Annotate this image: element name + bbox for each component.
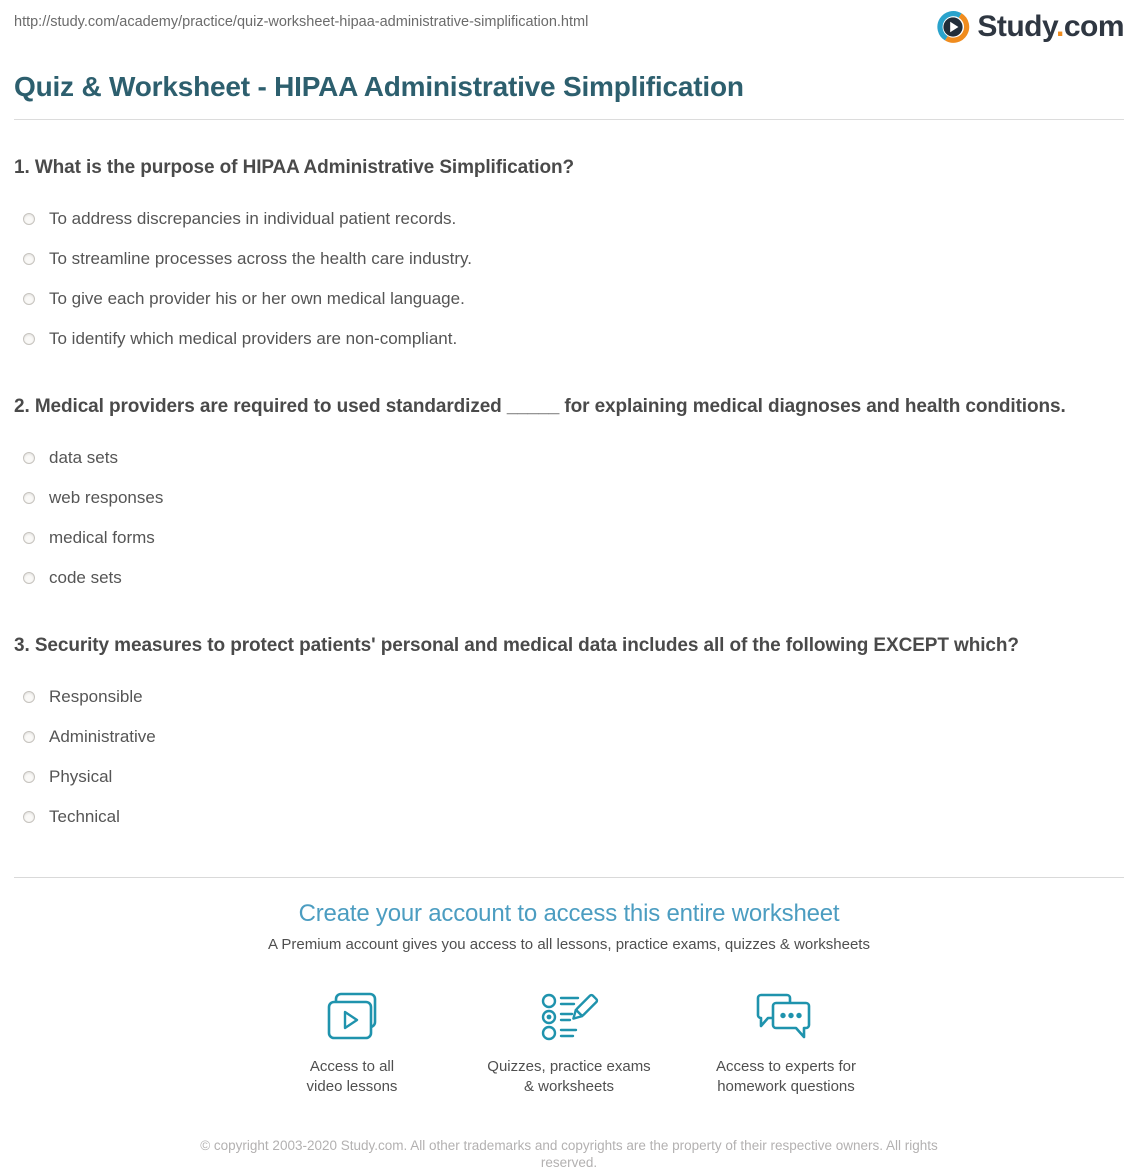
option-label: To give each provider his or her own medical language. xyxy=(49,289,465,308)
benefit-label: Access to experts for homework questions xyxy=(715,1058,857,1095)
studycom-logo-text: Study.com xyxy=(977,10,1124,43)
benefits-row xyxy=(14,989,1124,1097)
option-label: medical forms xyxy=(49,528,155,547)
question-2-options xyxy=(14,448,1124,588)
expert-chat-icon xyxy=(678,989,895,1045)
create-account-section xyxy=(14,900,1124,1097)
benefit-label: Quizzes, practice exams & worksheets xyxy=(487,1058,651,1095)
page-title: Quiz & Worksheet - HIPAA Administrative Simplification xyxy=(14,71,744,102)
benefit-quizzes-worksheets xyxy=(461,989,678,1097)
option-label: To streamline processes across the health care industry. xyxy=(49,249,472,268)
radio-button[interactable] xyxy=(23,293,35,305)
studycom-logo[interactable] xyxy=(936,10,1124,44)
question-2-option-4[interactable] xyxy=(14,568,1124,588)
option-label: Administrative xyxy=(49,727,156,746)
option-label: Responsible xyxy=(49,687,143,706)
quizzes-worksheets-icon xyxy=(461,989,678,1045)
page-url: http://study.com/academy/practice/quiz-worksheet-hipaa-administrative-simplification.html xyxy=(14,14,589,30)
question-2-text: 2. Medical providers are required to used standardized _____ for explaining medical diagnoses and health conditions. xyxy=(14,396,1066,417)
page-header xyxy=(0,0,1140,44)
question-3-option-2[interactable] xyxy=(14,727,1124,747)
question-1-option-2[interactable] xyxy=(14,249,1124,269)
benefit-video-lessons xyxy=(244,989,461,1097)
studycom-logo-icon xyxy=(936,10,970,44)
option-label: code sets xyxy=(49,568,122,587)
radio-button[interactable] xyxy=(23,333,35,345)
worksheet-content xyxy=(0,71,1140,1171)
question-3-options xyxy=(14,687,1124,827)
title-divider xyxy=(14,119,1124,120)
radio-button[interactable] xyxy=(23,771,35,783)
copyright-text: © copyright 2003-2020 Study.com. All other trademarks and copyrights are the property of their respective owners. All rights reserved. xyxy=(200,1138,938,1170)
question-2-option-2[interactable] xyxy=(14,488,1124,508)
radio-button[interactable] xyxy=(23,811,35,823)
option-label: To identify which medical providers are non-compliant. xyxy=(49,329,458,348)
option-label: web responses xyxy=(49,488,164,507)
question-1-option-4[interactable] xyxy=(14,329,1124,349)
option-label: To address discrepancies in individual patient records. xyxy=(49,209,457,228)
question-1-option-1[interactable] xyxy=(14,209,1124,229)
question-1-options xyxy=(14,209,1124,349)
question-3-option-4[interactable] xyxy=(14,807,1124,827)
radio-button[interactable] xyxy=(23,452,35,464)
radio-button[interactable] xyxy=(23,731,35,743)
radio-button[interactable] xyxy=(23,691,35,703)
option-label: Technical xyxy=(49,807,120,826)
question-2-option-3[interactable] xyxy=(14,528,1124,548)
question-1 xyxy=(14,154,1124,349)
question-3-option-1[interactable] xyxy=(14,687,1124,707)
option-label: Physical xyxy=(49,767,113,786)
question-2-option-1[interactable] xyxy=(14,448,1124,468)
create-account-heading: Create your account to access this entire worksheet xyxy=(298,900,840,927)
benefit-label: Access to all video lessons xyxy=(306,1058,398,1095)
question-1-option-3[interactable] xyxy=(14,289,1124,309)
question-3-text: 3. Security measures to protect patients' personal and medical data includes all of the following EXCEPT which? xyxy=(14,635,1019,656)
premium-account-subtext: A Premium account gives you access to all lessons, practice exams, quizzes & worksheets xyxy=(268,936,870,953)
option-label: data sets xyxy=(49,448,118,467)
question-2 xyxy=(14,393,1124,588)
radio-button[interactable] xyxy=(23,492,35,504)
page-footer xyxy=(14,1137,1124,1171)
question-3 xyxy=(14,632,1124,827)
section-divider xyxy=(14,877,1124,878)
radio-button[interactable] xyxy=(23,532,35,544)
radio-button[interactable] xyxy=(23,253,35,265)
question-1-text: 1. What is the purpose of HIPAA Administrative Simplification? xyxy=(14,157,574,178)
radio-button[interactable] xyxy=(23,213,35,225)
video-lessons-icon xyxy=(244,989,461,1045)
question-3-option-3[interactable] xyxy=(14,767,1124,787)
benefit-expert-chat xyxy=(678,989,895,1097)
radio-button[interactable] xyxy=(23,572,35,584)
